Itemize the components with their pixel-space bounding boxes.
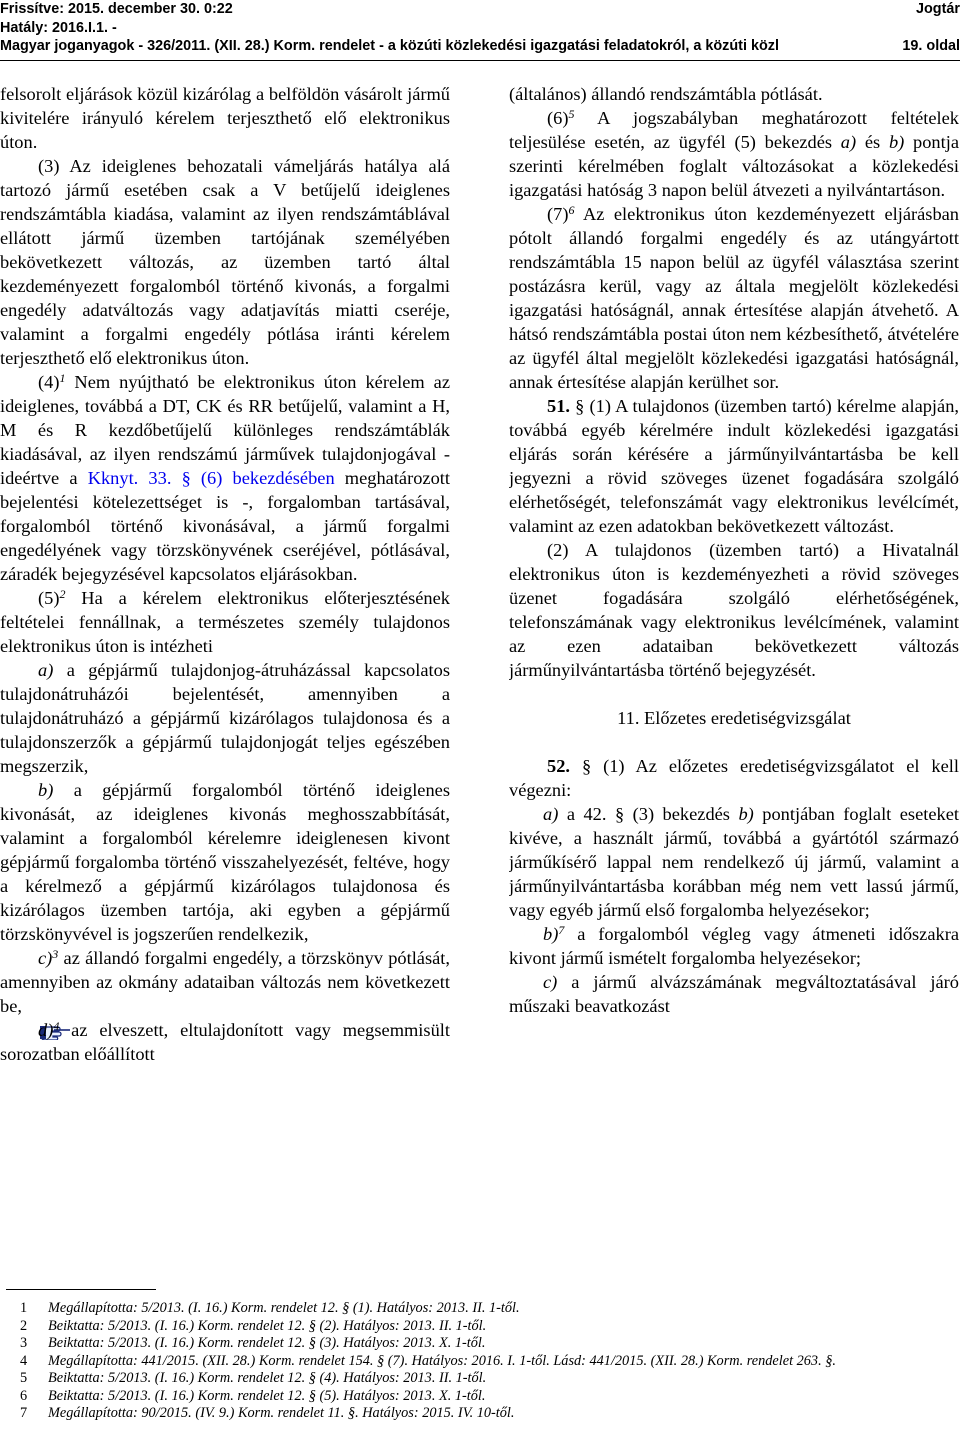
footnote-ref-6[interactable]: 6 xyxy=(568,203,575,217)
footnotes xyxy=(20,1300,950,1423)
brand-label: Jogtár xyxy=(916,1,960,17)
section-51-number: 51. xyxy=(547,396,570,416)
pointing-hand-icon[interactable] xyxy=(2,1020,34,1040)
kknyt-link[interactable]: Kknyt. 33. § (6) bekezdésében xyxy=(87,468,335,488)
effective-date: Hatály: 2016.I.1. - xyxy=(0,20,117,36)
point-a: a) a gépjármű tulajdonjog-átruházással kapcsolatos tulajdonátruházói bejelentését, amennyiben a tulajdonátruházó a gépjármű kizárólagos tulajdonosa és a tulajdonszerzők a gépjármű tulajdonjogát teljes egészében megszerzik, xyxy=(0,660,450,776)
paragraph-continued: felsorolt eljárások közül kizárólag a belföldön vásárolt jármű kivitelére irányuló kérelem terjeszthető elő elektronikus úton. xyxy=(0,84,450,152)
footnote-ref-5[interactable]: 5 xyxy=(568,107,575,121)
paragraph-7: $(7)^6$ Az elektronikus úton kezdeményezett eljárásban pótolt állandó forgalmi engedély és az utángyártott rendszámtábla 15 napon belül az ügyfél választása szerint postázásra kerül, vagy az általa megjelölt közlekedési igazgatási hatóságnál, annak értesítése alapján átvehető. A hátsó rendszámtábla postai úton nem kézbesíthető, átvételére az ügyfél által megjelölt közlekedési igazgatási hatóságnál, annak értesítése alapján kerülhet sor. xyxy=(509,203,959,392)
footnote: 6 Beiktatta: 5/2013. (I. 16.) Korm. rendelet 12. § (5). Hatályos: 2013. X. 1-től. xyxy=(20,1387,486,1404)
spacer xyxy=(509,730,959,754)
footnote: 7 Megállapította: 90/2015. (IV. 9.) Korm. rendelet 11. §. Hatályos: 2015. IV. 10-től. xyxy=(20,1405,515,1421)
paragraph-5: $(5)^2$ Ha a kérelem elektronikus előterjesztésének feltételei fennállnak, a természetes személy tulajdonos elektronikus úton is intézheti xyxy=(0,587,450,656)
footnote-ref-2[interactable]: 2 xyxy=(59,587,66,601)
footnote-ref-3[interactable]: 3 xyxy=(52,947,59,961)
spacer xyxy=(509,682,959,706)
header-divider xyxy=(0,60,960,61)
section-heading: 11. Előzetes eredetiségvizsgálat xyxy=(617,708,851,728)
section-52-point-a: a) a 42. § (3) bekezdés b) pontjában foglalt eseteket kivéve, a használt jármű, továbbá a gyártótól származó járműkísérő lappal nem rendelkező új jármű, valamint a járműnyilvántartásba korábban még nem vett lassú jármű, vagy egyéb jármű első forgalomba helyezésekor; xyxy=(509,804,959,920)
left-column xyxy=(0,82,450,1282)
page-header xyxy=(0,0,960,62)
footnote-ref-7[interactable]: 7 xyxy=(558,923,565,937)
section-52-point-b: b)$^7$ a forgalomból végleg vagy átmeneti időszakra kivont jármű ismételt forgalomba helyezésekor; xyxy=(509,923,959,968)
point-d: d)$^4$ az elveszett, eltulajdonított vagy megsemmisült sorozatban előállított xyxy=(0,1019,450,1064)
paragraph-4: $(4)^1$ Nem nyújtható be elektronikus úton kérelem az ideiglenes, továbbá a DT, CK és RR betűjelű, valamint a H, M és R kezdőbetűjelű különleges rendszámtáblák kiadásával, az ilyen rendszámú járművek tulajdonjogával - ideértve a Kknyt. 33. § (6) bekezdésében meghatározott bejelentési kötelezettséget is -, forgalomban tartásával, forgalomból történő kivonásával, a jármű forgalmi engedélyének vagy törzskönyvének cseréjével, pótlásával, záradék bejegyzésével kapcsolatos eljárásokban. xyxy=(0,371,450,584)
footnote-ref-1[interactable]: 1 xyxy=(59,371,66,385)
document-title: Magyar joganyagok - 326/2011. (XII. 28.) Korm. rendelet - a közúti közlekedési igazgatási feladatokról, a közúti közl xyxy=(0,38,779,54)
footnote: 3 Beiktatta: 5/2013. (I. 16.) Korm. rendelet 12. § (3). Hatályos: 2013. X. 1-től. xyxy=(20,1335,486,1351)
section-51-paragraph-2: (2) A tulajdonos (üzemben tartó) a Hivatalnál elektronikus úton is kezdeményezheti a rövid szöveges üzenet fogadására szolgáló elérhetőségének, telefonszámának vagy elektronikus levélcímének, valamint az ezen adataiban bekövetkezett változás járműnyilvántartásba történő bejegyzését. xyxy=(509,540,959,680)
section-52-point-c: c) a jármű alvázszámának megváltoztatásával járó műszaki beavatkozást xyxy=(509,972,959,1016)
point-b: b) a gépjármű forgalomból történő ideiglenes kivonását, az ideiglenes kivonás meghosszabbítását, valamint a forgalomból kérelemre ideiglenesen kivont gépjármű forgalomba történő visszahelyezését, feltéve, hogy a kérelmező a gépjármű kizárólagos tulajdonosa és kizárólagos üzemben tartója, aki egyben a gépjármű törzskönyvével is jogszerűen rendelkezik, xyxy=(0,780,450,944)
paragraph-continued-right: (általános) állandó rendszámtábla pótlását. xyxy=(509,84,823,104)
updated-date: Frissítve: 2015. december 30. 0:22 xyxy=(0,1,233,17)
point-c: c)$^3$ az állandó forgalmi engedély, a törzskönyv pótlását, amennyiben az okmány adataiban változás nem következett be, xyxy=(0,947,450,1016)
paragraph-3: (3) Az ideiglenes behozatali vámeljárás hatálya alá tartozó jármű esetében csak a V betűjelű ideiglenes rendszámtábla kiadása, valamint az ilyen rendszámtáblával ellátott jármű üzemben tartójának személyében bekövetkezett változás, az üzemben tartó által kezdeményezett forgalomból történő kivonás, a forgalmi engedély adatváltozás vagy adatjavítás miatti cseréje, valamint a forgalmi engedély pótlása iránti kérelem terjeszthető elő elektronikus úton. xyxy=(0,156,450,368)
right-column xyxy=(509,82,959,1282)
page-number: 19. oldal xyxy=(902,38,960,54)
paragraph-6: $(6)^5$ A jogszabályban meghatározott feltételek teljesülése esetén, az ügyfél (5) bekezdés a) és b) pontja szerinti kérelmében foglalt változásokat a közlekedési igazgatási hatóság 3 napon belül átvezeti a nyilvántartáson. xyxy=(509,107,959,200)
section-52-number: 52. xyxy=(547,756,570,776)
footnote: 1 Megállapította: 5/2013. (I. 16.) Korm. rendelet 12. § (1). Hatályos: 2013. II. 1-től. xyxy=(20,1300,520,1316)
footnote-divider xyxy=(6,1289,156,1290)
footnote-ref-4[interactable]: 4 xyxy=(53,1019,60,1033)
section-51-paragraph-1: 51. § (1) A tulajdonos (üzemben tartó) kérelme alapján, továbbá egyéb kérelmére indult közlekedési igazgatási eljárás során kérésére a járműnyilvántartásba be kell jegyezni a rövid szöveges üzenet fogadására szolgáló elérhetőségét, telefonszámát vagy elektronikus levélcímét, valamint az ezen adatokban bekövetkezett változást. xyxy=(509,396,959,536)
footnote: 2 Beiktatta: 5/2013. (I. 16.) Korm. rendelet 12. § (2). Hatályos: 2013. II. 1-től. xyxy=(20,1317,487,1334)
section-52-paragraph-1: 52. § (1) Az előzetes eredetiségvizsgálatot el kell végezni: xyxy=(509,756,959,800)
footnote: 4 Megállapította: 441/2015. (XII. 28.) Korm. rendelet 154. § (7). Hatályos: 2016. I. 1-től. Lásd: 441/2015. (XII. 28.) Korm. rendelet 263. §. xyxy=(20,1352,836,1369)
footnote: 5 Beiktatta: 5/2013. (I. 16.) Korm. rendelet 12. § (4). Hatályos: 2013. II. 1-től. xyxy=(20,1370,487,1386)
